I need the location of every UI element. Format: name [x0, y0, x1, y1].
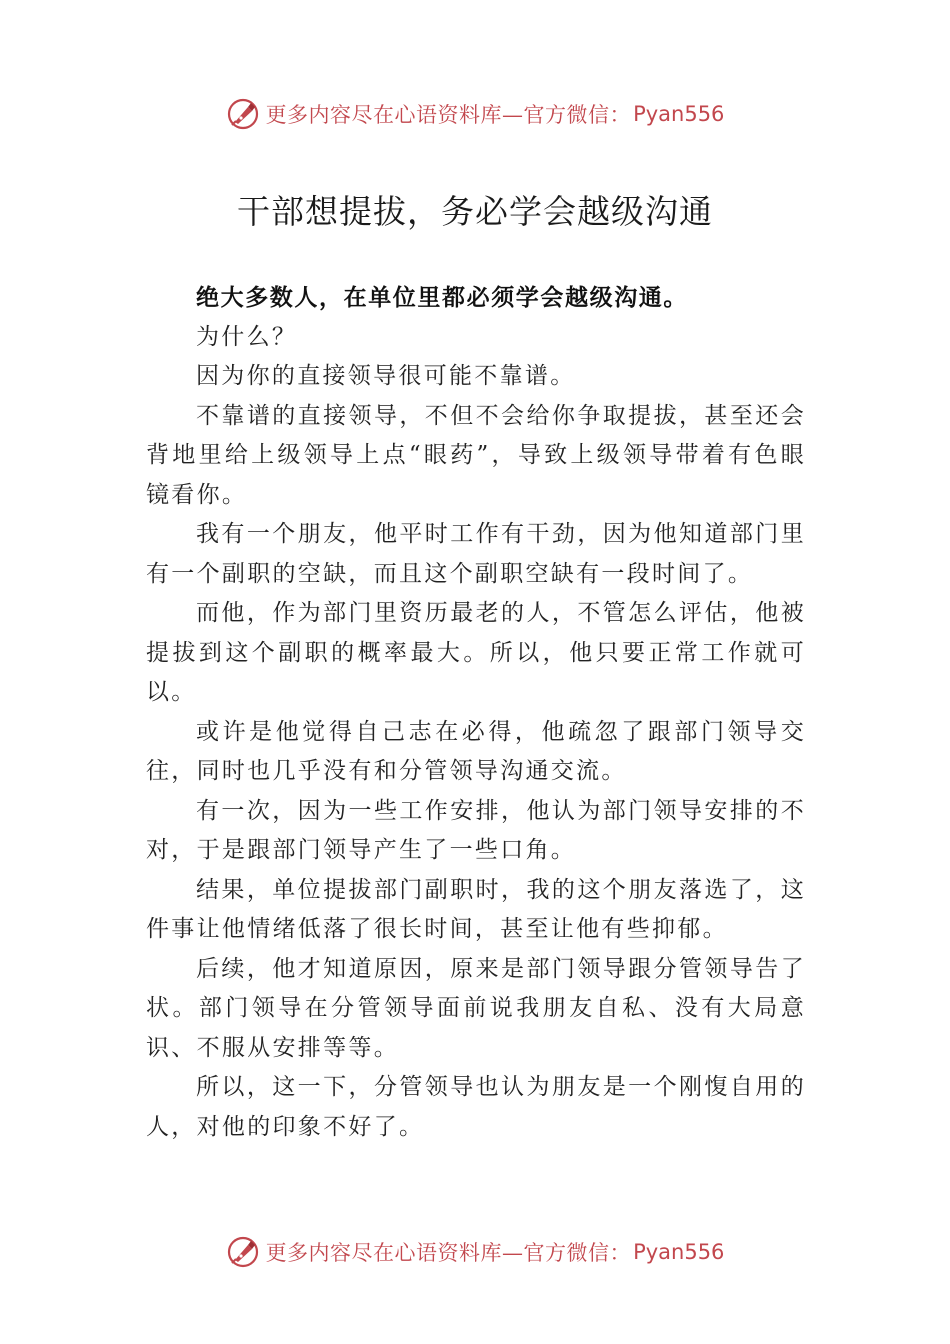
paragraph: 有一次，因为一些工作安排，他认为部门领导安排的不对，于是跟部门领导产生了一些口角。: [146, 797, 806, 863]
paragraph-lead: 绝大多数人，在单位里都必须学会越级沟通。: [196, 284, 688, 311]
paragraph: 因为你的直接领导很可能不靠谱。: [196, 363, 576, 389]
paragraph: 为什么？: [196, 323, 298, 350]
paragraph: 所以，这一下，分管领导也认为朋友是一个刚愎自用的人，对他的印象不好了。: [146, 1074, 806, 1140]
paragraph: 后续，他才知道原因，原来是部门领导跟分管领导告了状。部门领导在分管领导面前说我朋友自私、没有大局意识、不服从安排等等。: [146, 955, 806, 1061]
header-banner-text: 更多内容尽在心语资料库—官方微信：: [265, 103, 632, 127]
pen-nib-logo-icon: [226, 1235, 260, 1269]
footer-banner-text: 更多内容尽在心语资料库—官方微信：: [265, 1241, 632, 1265]
paragraph: 或许是他觉得自己志在必得，他疏忽了跟部门领导交往，同时也几乎没有和分管领导沟通交流。: [146, 718, 806, 784]
paragraph: 不靠谱的直接领导，不但不会给你争取提拔，甚至还会背地里给上级领导上点“眼药”，导致上级领导带着有色眼镜看你。: [146, 402, 806, 508]
header-banner: [0, 94, 950, 134]
paragraph: 我有一个朋友，他平时工作有干劲，因为他知道部门里有一个副职的空缺，而且这个副职空缺有一段时间了。: [146, 521, 806, 587]
pen-nib-logo-icon: [226, 97, 260, 131]
paragraph: 结果，单位提拔部门副职时，我的这个朋友落选了，这件事让他情绪低落了很长时间，甚至让他有些抑郁。: [146, 876, 806, 942]
paragraph: 而他，作为部门里资历最老的人，不管怎么评估，他被提拔到这个副职的概率最大。所以，他只要正常工作就可以。: [146, 600, 806, 705]
page-title: 干部想提拔，务必学会越级沟通: [237, 192, 713, 231]
footer-wechat-id: Pyan556: [633, 1240, 725, 1264]
footer-banner: [0, 1232, 950, 1272]
article-body: [146, 278, 806, 1147]
header-wechat-id: Pyan556: [633, 102, 725, 126]
